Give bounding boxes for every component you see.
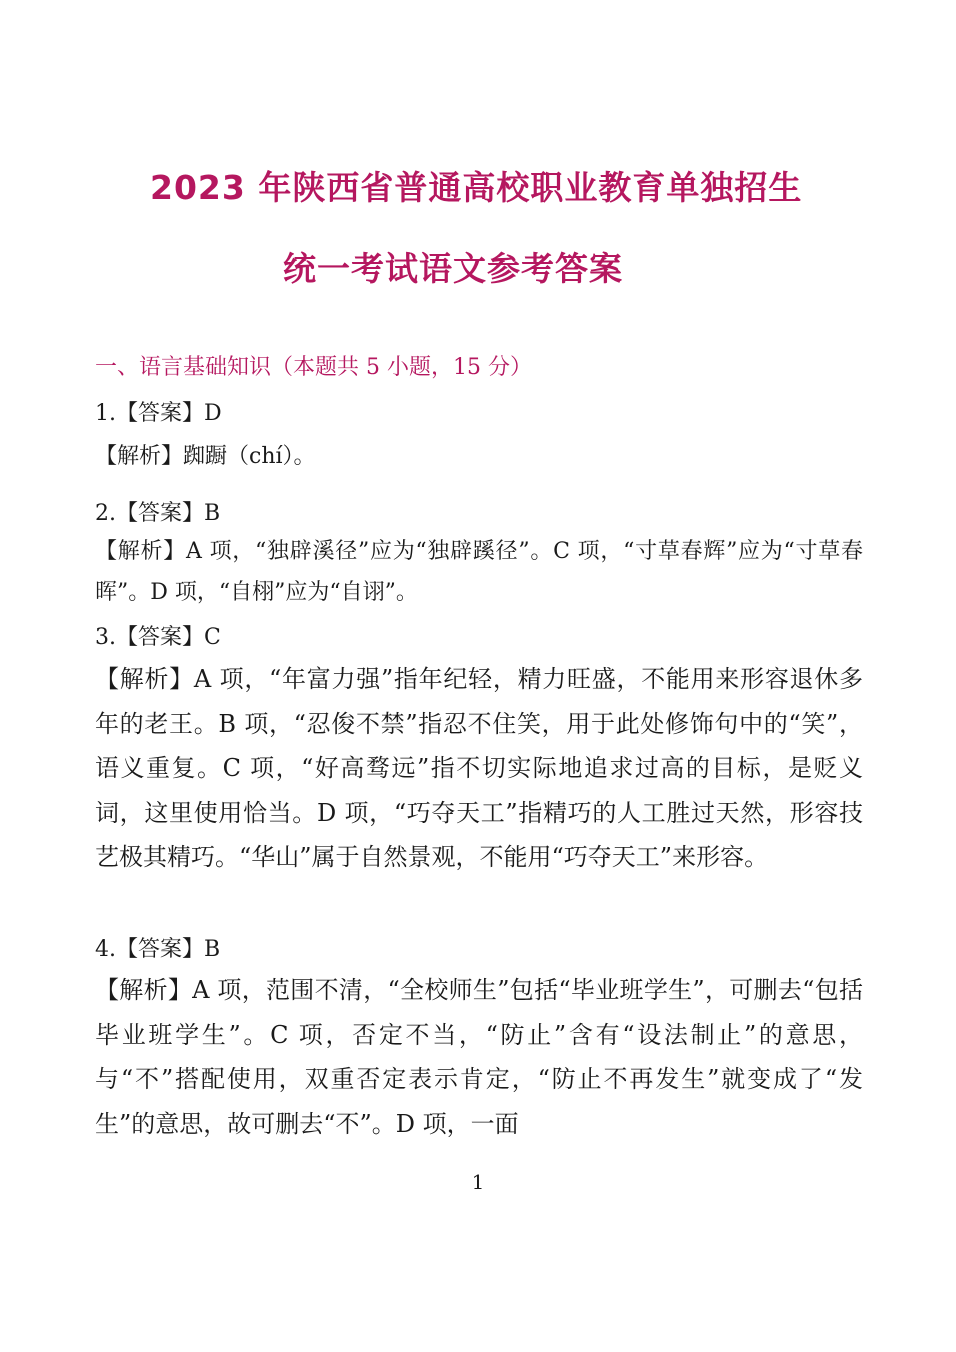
section-heading: 一、语言基础知识（本题共 5 小题，15 分） (95, 355, 532, 380)
question-4-analysis: 【解析】A 项，范围不清，“全校师生”包括“毕业班学生”，可删去“包括毕业班学生”。C 项，否定不当，“防止”含有“设法制止”的意思，与“不”搭配使用，双重否定表示肯定，“防止不再发生”就变成了“发生”的意思，故可删去“不”。D 项，一面 (95, 976, 863, 1138)
question-2-answer: 2.【答案】B (95, 501, 221, 526)
question-2-analysis: 【解析】A 项，“独辟溪径”应为“独辟蹊径”。C 项，“寸草春辉”应为“寸草春晖”。D 项，“自栩”应为“自诩”。 (95, 539, 863, 605)
question-1-answer: 1.【答案】D (95, 401, 222, 426)
question-3-answer: 3.【答案】C (95, 625, 221, 650)
question-3-analysis: 【解析】A 项，“年富力强”指年纪轻，精力旺盛，不能用来形容退休多年的老王。B 项，“忍俊不禁”指忍不住笑，用于此处修饰句中的“笑”，语义重复。C 项，“好高骛远”指不切实际地追求过高的目标，是贬义词，这里使用恰当。D 项，“巧夺天工”指精巧的人工胜过天然，形容技艺极其精巧。“华山”属于自然景观，不能用“巧夺天工”来形容。 (95, 665, 863, 871)
document-title-line-2: 统一考试语文参考答案 (283, 249, 623, 288)
document-title-line-1: 2023 年陕西省普通高校职业教育单独招生 (150, 168, 803, 207)
question-1-analysis: 【解析】踟蹰（chí）。 (95, 444, 316, 469)
question-4-answer: 4.【答案】B (95, 937, 221, 962)
page-number: 1 (471, 1170, 485, 1194)
